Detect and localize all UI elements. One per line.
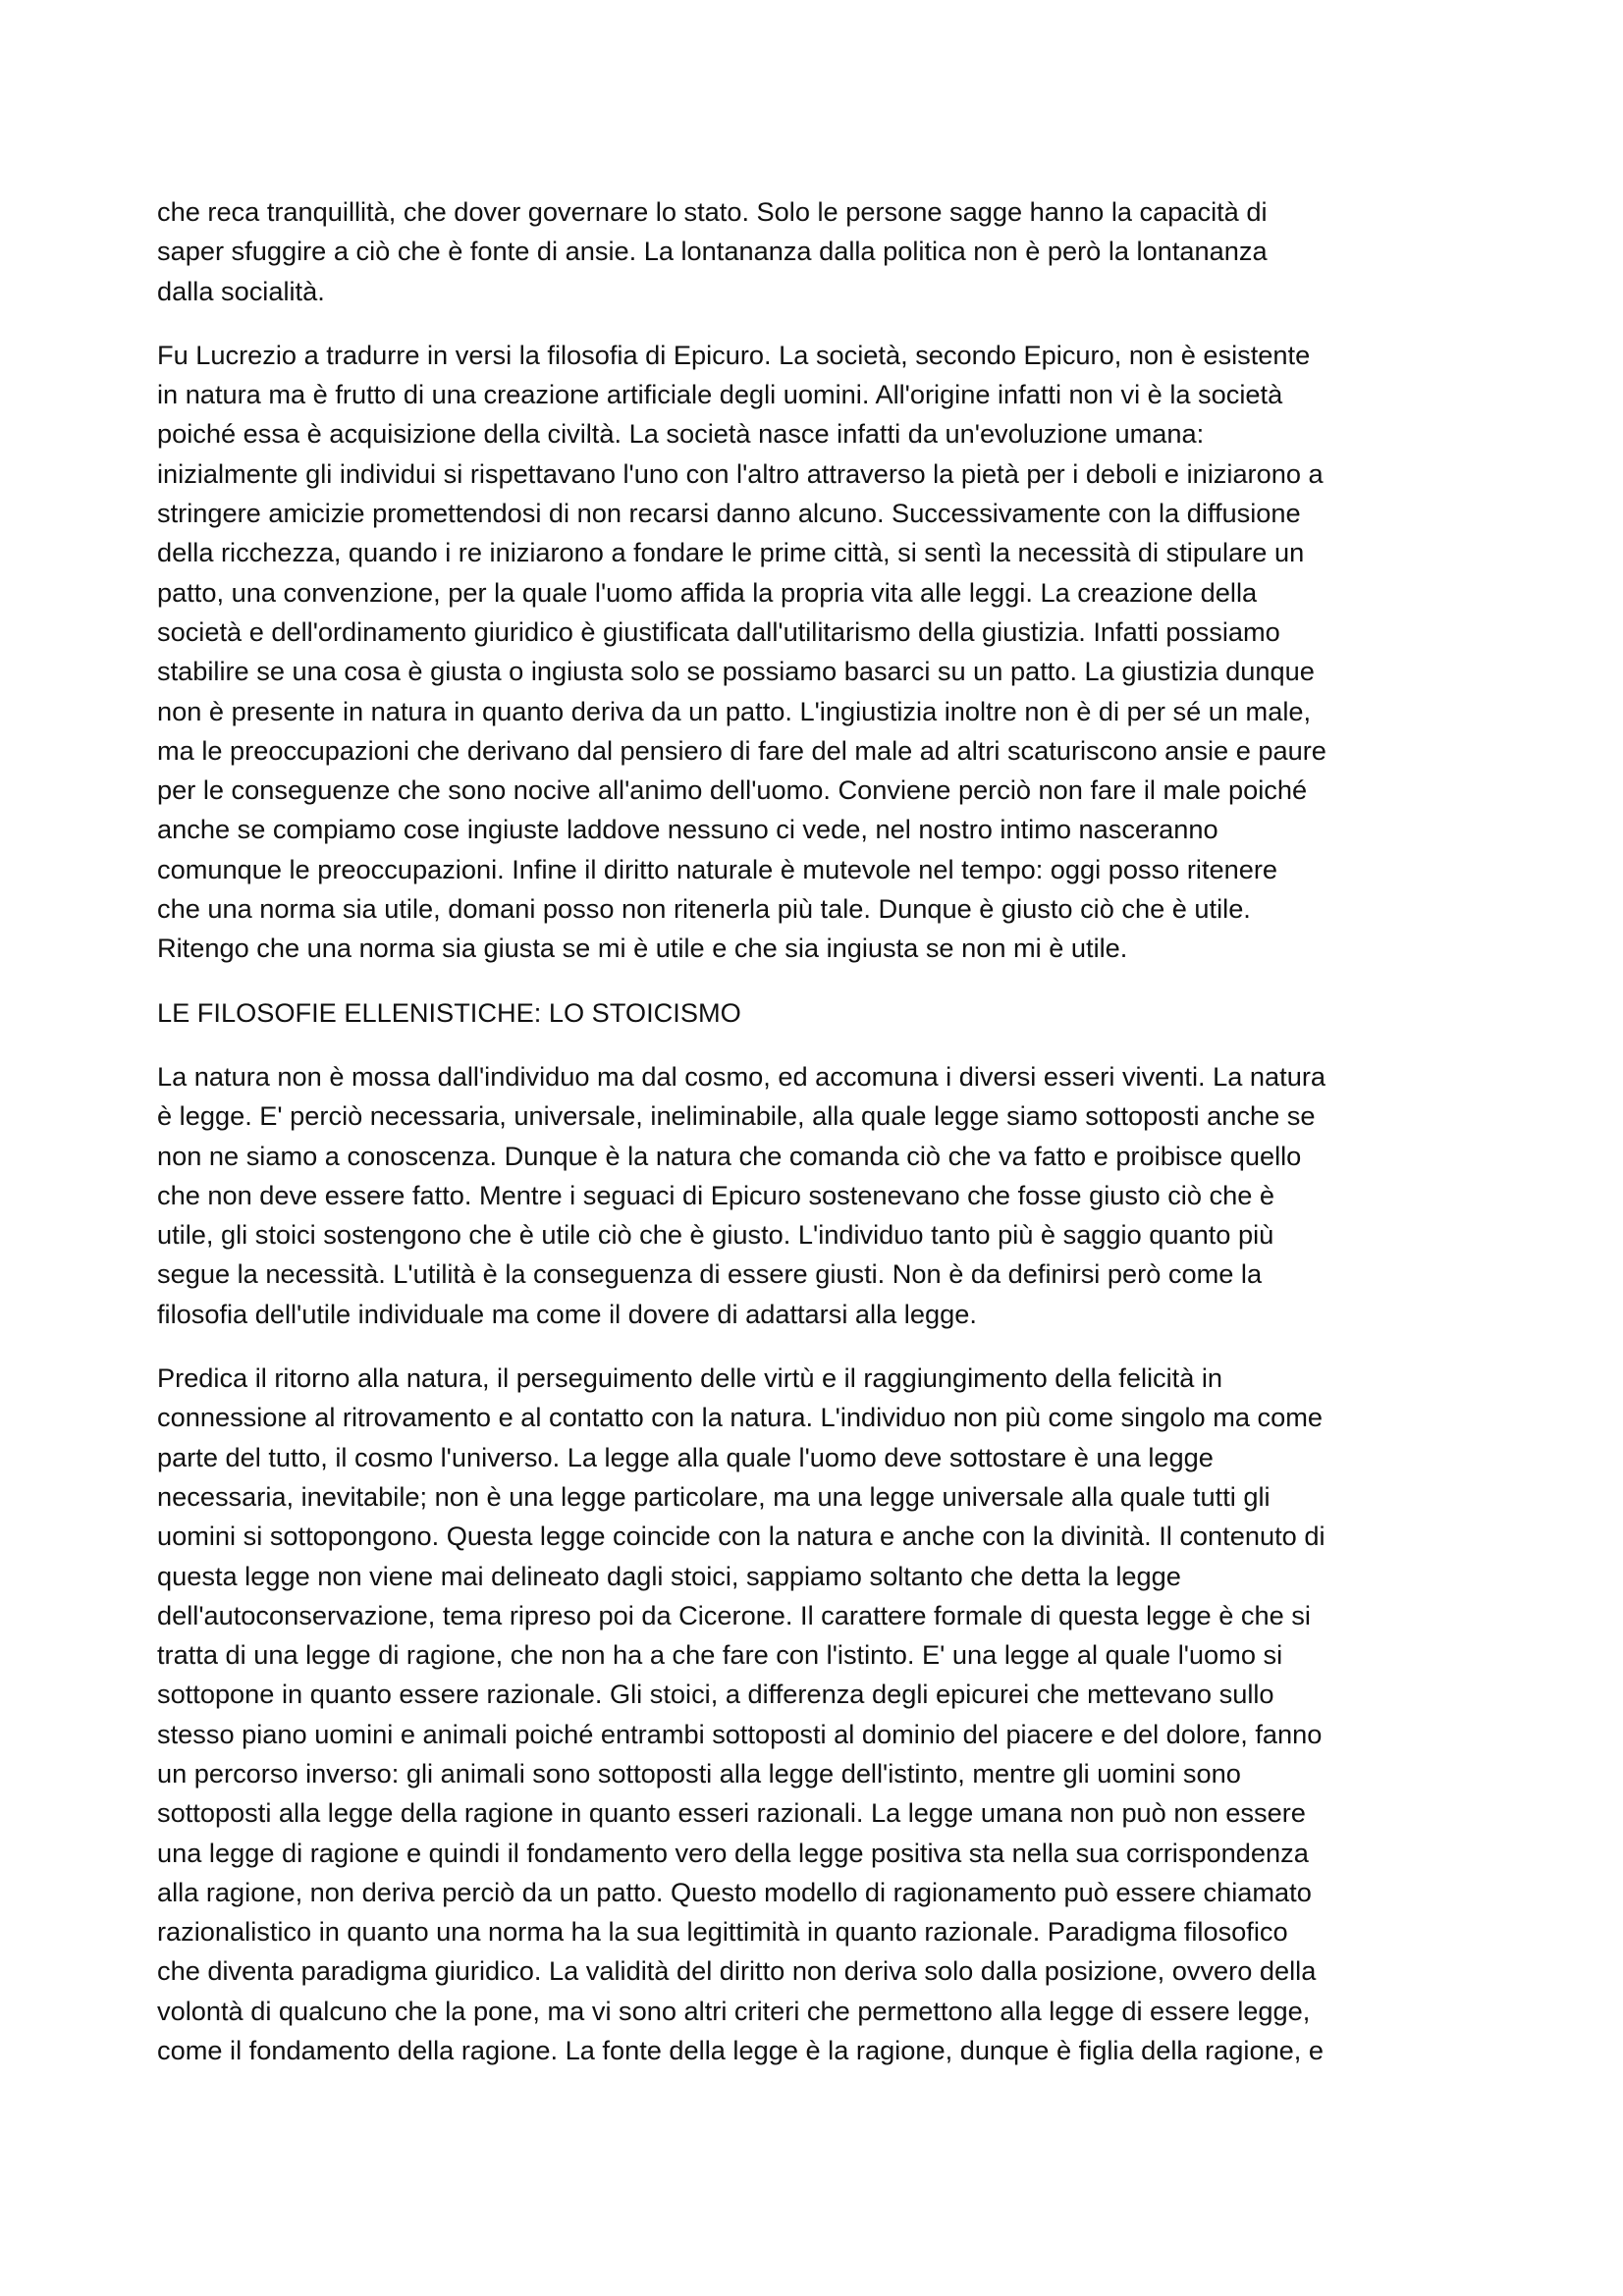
text-line: come il fondamento della ragione. La fonte della legge è la ragione, dunque è figlia della ragione, e bbox=[157, 2035, 1325, 2066]
text-line: dell'autoconservazione, tema ripreso poi da Cicerone. Il carattere formale di questa legge è che si bbox=[157, 1599, 1311, 1630]
text-line: stabilire se una cosa è giusta o ingiusta solo se possiamo basarci su un patto. La giustizia dunque bbox=[157, 656, 1315, 687]
text-line: uomini si sottopongono. Questa legge coincide con la natura e anche con la divinità. Il contenuto di bbox=[157, 1521, 1325, 1552]
text-line: che non deve essere fatto. Mentre i seguaci di Epicuro sostenevano che fosse giusto ciò che è bbox=[157, 1179, 1275, 1210]
text-line: stringere amicizie promettendosi di non recarsi danno alcuno. Successivamente con la diffusione bbox=[157, 498, 1301, 529]
text-line: Predica il ritorno alla natura, il perseguimento delle virtù e il raggiungimento della felicità in bbox=[157, 1362, 1223, 1394]
paragraph bbox=[157, 192, 1485, 311]
text-line: sottoposti alla legge della ragione in quanto esseri razionali. La legge umana non può non essere bbox=[157, 1797, 1306, 1829]
text-line: non ne siamo a conoscenza. Dunque è la natura che comanda ciò che va fatto e proibisce quello bbox=[157, 1140, 1302, 1171]
text-line: razionalistico in quanto una norma ha la sua legittimità in quanto razionale. Paradigma filosofico bbox=[157, 1916, 1288, 1948]
text-line: connessione al ritrovamento e al contatto con la natura. L'individuo non più come singolo ma come bbox=[157, 1402, 1324, 1433]
text-line: parte del tutto, il cosmo l'universo. La legge alla quale l'uomo deve sottostare è una legge bbox=[157, 1441, 1214, 1472]
text-line: della ricchezza, quando i re iniziarono a fondare le prime città, si sentì la necessità di stipulare un bbox=[157, 537, 1305, 568]
document-page bbox=[157, 192, 1485, 2095]
text-line: è legge. E' perciò necessaria, universale, ineliminabile, alla quale legge siamo sottoposti anche se bbox=[157, 1100, 1316, 1132]
text-line: non è presente in natura in quanto deriva da un patto. L'ingiustizia inoltre non è di per sé un male, bbox=[157, 695, 1312, 726]
text-line: saper sfuggire a ciò che è fonte di ansie. La lontananza dalla politica non è però la lontananza bbox=[157, 236, 1268, 267]
text-line: utile, gli stoici sostengono che è utile ciò che è giusto. L'individuo tanto più è saggio quanto più bbox=[157, 1219, 1274, 1251]
text-line: una legge di ragione e quindi il fondamento vero della legge positiva sta nella sua corrispondenza bbox=[157, 1837, 1309, 1868]
text-line: segue la necessità. L'utilità è la conseguenza di essere giusti. Non è da definirsi però come la bbox=[157, 1258, 1263, 1290]
text-line: Ritengo che una norma sia giusta se mi è utile e che sia ingiusta se non mi è utile. bbox=[157, 933, 1128, 964]
text-line: tratta di una legge di ragione, che non ha a che fare con l'istinto. E' una legge al quale l'uomo si bbox=[157, 1639, 1283, 1671]
text-line: anche se compiamo cose ingiuste laddove nessuno ci vede, nel nostro intimo nasceranno bbox=[157, 814, 1218, 845]
text-line: un percorso inverso: gli animali sono sottoposti alla legge dell'istinto, mentre gli uomini sono bbox=[157, 1757, 1241, 1789]
text-line: alla ragione, non deriva perciò da un patto. Questo modello di ragionamento può essere chiamato bbox=[157, 1876, 1312, 1907]
section-heading: LE FILOSOFIE ELLENISTICHE: LO STOICISMO bbox=[157, 996, 741, 1028]
text-line: poiché essa è acquisizione della civiltà. La società nasce infatti da un'evoluzione umana: bbox=[157, 418, 1205, 450]
text-line: che una norma sia utile, domani posso non ritenerla più tale. Dunque è giusto ciò che è utile. bbox=[157, 893, 1251, 925]
paragraph bbox=[157, 1359, 1485, 2070]
text-line: in natura ma è frutto di una creazione artificiale degli uomini. All'origine infatti non vi è la società bbox=[157, 379, 1283, 410]
text-line: dalla socialità. bbox=[157, 275, 325, 306]
text-line: Fu Lucrezio a tradurre in versi la filosofia di Epicuro. La società, secondo Epicuro, non è esistente bbox=[157, 339, 1311, 370]
text-line: società e dell'ordinamento giuridico è giustificata dall'utilitarismo della giustizia. Infatti possiamo bbox=[157, 615, 1280, 647]
text-line: questa legge non viene mai delineato dagli stoici, sappiamo soltanto che detta la legge bbox=[157, 1560, 1181, 1591]
paragraph bbox=[157, 336, 1485, 969]
text-line: che reca tranquillità, che dover governare lo stato. Solo le persone sagge hanno la capacità di bbox=[157, 196, 1268, 227]
paragraph bbox=[157, 1057, 1485, 1334]
text-line: che diventa paradigma giuridico. La validità del diritto non deriva solo dalla posizione, ovvero della bbox=[157, 1955, 1317, 1987]
text-line: sottopone in quanto essere razionale. Gli stoici, a differenza degli epicurei che mettevano sullo bbox=[157, 1679, 1274, 1710]
text-line: patto, una convenzione, per la quale l'uomo affida la propria vita alle leggi. La creazione della bbox=[157, 576, 1258, 608]
text-line: stesso piano uomini e animali poiché entrambi sottoposti al dominio del piacere e del dolore, fanno bbox=[157, 1718, 1323, 1749]
text-line: ma le preoccupazioni che derivano dal pensiero di fare del male ad altri scaturiscono ansie e paure bbox=[157, 734, 1326, 766]
text-line: necessaria, inevitabile; non è una legge particolare, ma una legge universale alla quale tutti gli bbox=[157, 1480, 1271, 1512]
text-line: inizialmente gli individui si rispettavano l'uno con l'altro attraverso la pietà per i deboli e iniziarono a bbox=[157, 457, 1324, 489]
text-line: filosofia dell'utile individuale ma come il dovere di adattarsi alla legge. bbox=[157, 1298, 977, 1329]
text-line: La natura non è mossa dall'individuo ma dal cosmo, ed accomuna i diversi esseri viventi. La natura bbox=[157, 1060, 1325, 1092]
text-line: comunque le preoccupazioni. Infine il diritto naturale è mutevole nel tempo: oggi posso ritenere bbox=[157, 853, 1278, 884]
text-line: volontà di qualcuno che la pone, ma vi sono altri criteri che permettono alla legge di essere legge, bbox=[157, 1995, 1311, 2026]
text-line: per le conseguenze che sono nocive all'animo dell'uomo. Conviene perciò non fare il male poiché bbox=[157, 774, 1308, 806]
